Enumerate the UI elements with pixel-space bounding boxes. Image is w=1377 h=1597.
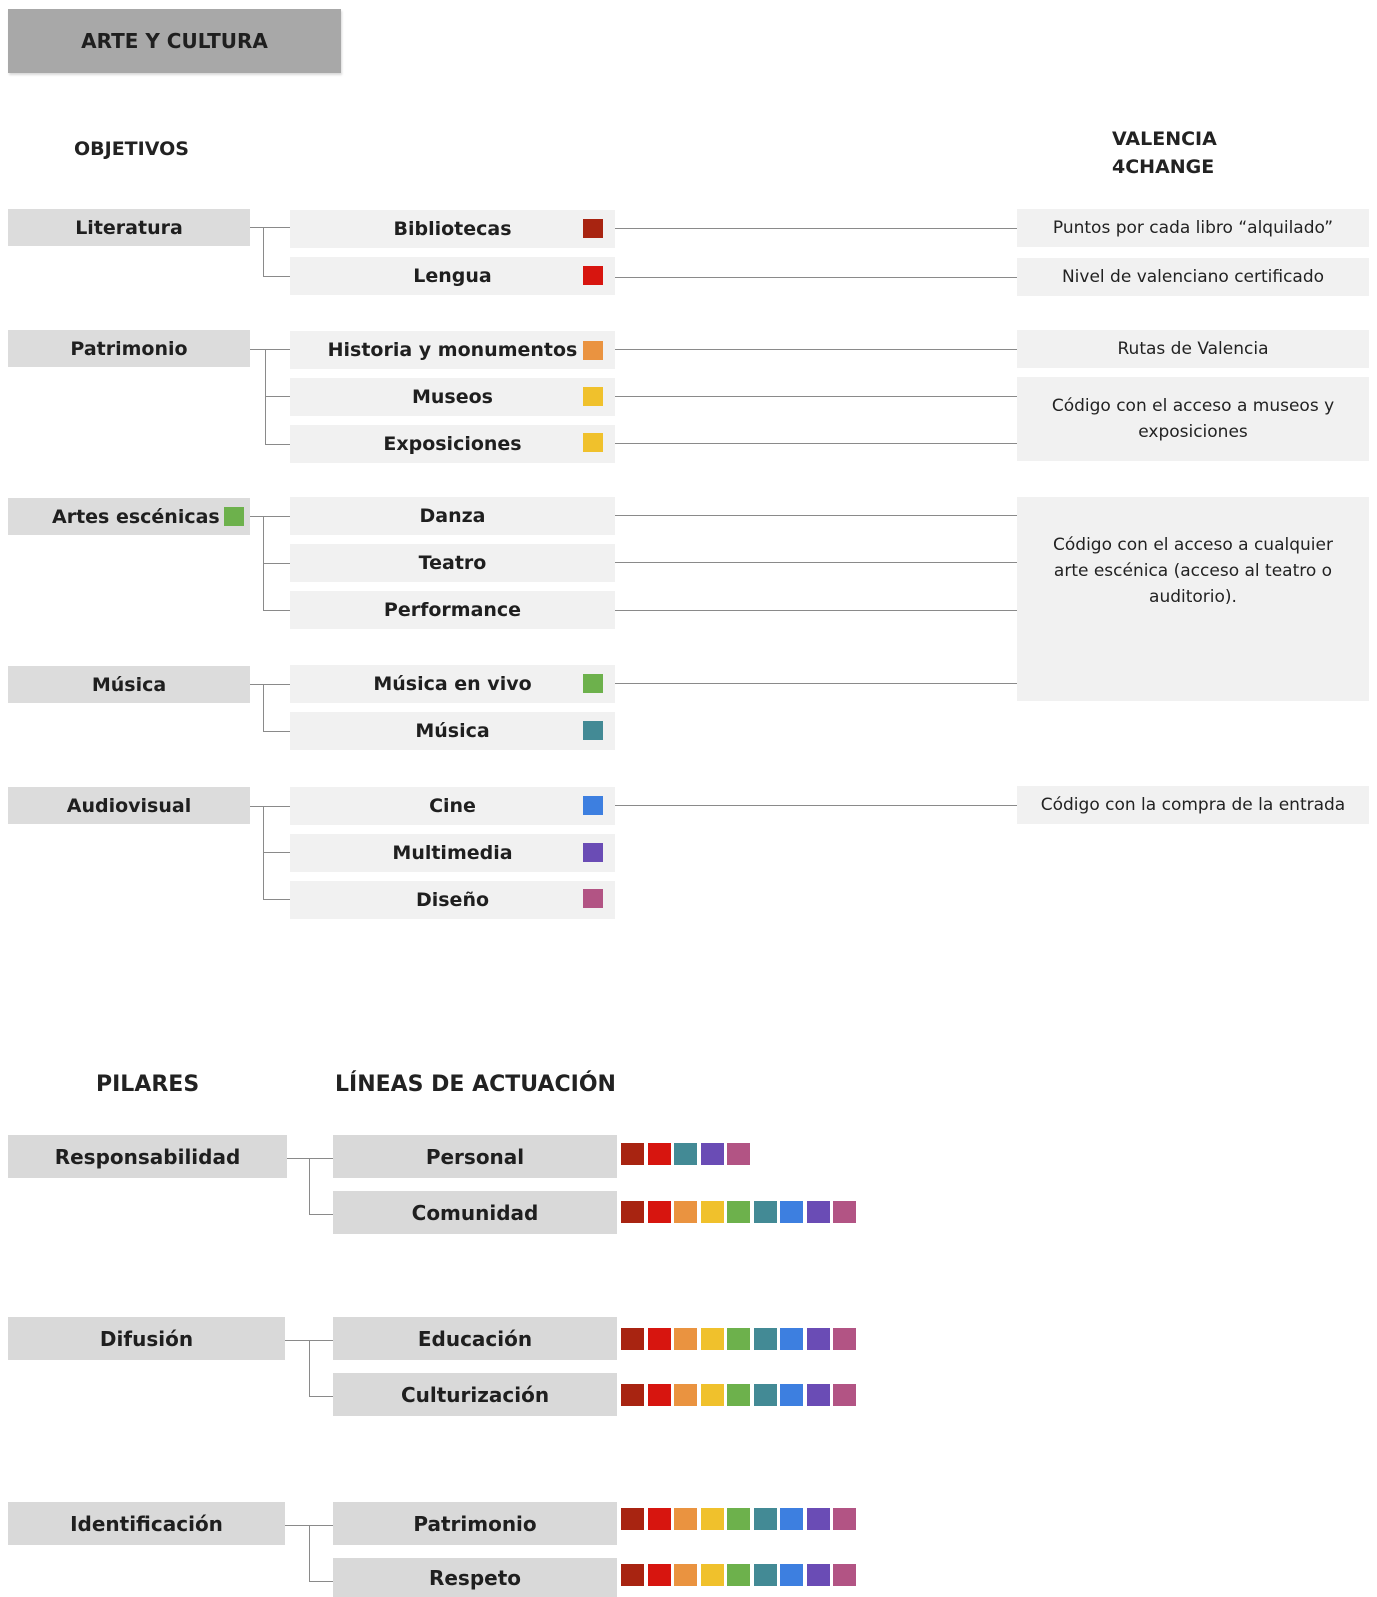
color-square (780, 1384, 803, 1406)
connector (250, 227, 290, 228)
color-square (833, 1201, 856, 1223)
color-square (674, 1384, 697, 1406)
objective-literatura: Literatura (8, 209, 250, 246)
connector (287, 1158, 333, 1159)
color-marker-artes-escenicas (224, 507, 244, 526)
connector (309, 1581, 333, 1582)
color-square (807, 1564, 830, 1586)
objective-patrimonio: Patrimonio (8, 330, 250, 367)
color-square (807, 1508, 830, 1530)
subitem-bibliotecas: Bibliotecas (290, 210, 615, 248)
color-square (621, 1564, 644, 1586)
color-square (780, 1328, 803, 1350)
line-culturizacion: Culturización (333, 1373, 617, 1416)
color-square (780, 1564, 803, 1586)
color-square (807, 1384, 830, 1406)
connector (615, 228, 1017, 229)
color-marker-musica (583, 721, 603, 740)
connector (309, 1396, 333, 1397)
color-square (727, 1384, 750, 1406)
color-square (701, 1328, 724, 1350)
valencia-heading-line1: VALENCIA (1112, 128, 1217, 150)
pillar-responsabilidad: Responsabilidad (8, 1135, 287, 1178)
lineas-heading: LÍNEAS DE ACTUACIÓN (335, 1072, 616, 1097)
connector (309, 1525, 310, 1581)
color-square (754, 1384, 777, 1406)
connector (615, 277, 1017, 278)
color-square (621, 1328, 644, 1350)
connector (250, 516, 290, 517)
subitem-danza: Danza (290, 497, 615, 535)
color-square (648, 1508, 671, 1530)
subitem-cine: Cine (290, 787, 615, 825)
connector (615, 805, 1017, 806)
color-square (833, 1384, 856, 1406)
connector (615, 443, 1017, 444)
color-square (807, 1201, 830, 1223)
reward-historia: Rutas de Valencia (1017, 330, 1369, 368)
objective-audiovisual: Audiovisual (8, 787, 250, 824)
color-square (754, 1201, 777, 1223)
connector (263, 731, 290, 732)
color-square (674, 1143, 697, 1165)
color-square (701, 1384, 724, 1406)
color-square (701, 1508, 724, 1530)
color-square (621, 1508, 644, 1530)
color-square (674, 1328, 697, 1350)
color-marker-multimedia (583, 843, 603, 862)
connector (265, 396, 290, 397)
reward-lengua: Nivel de valenciano certificado (1017, 258, 1369, 296)
subitem-museos: Museos (290, 378, 615, 416)
connector (615, 562, 1017, 563)
color-square (780, 1201, 803, 1223)
color-square (621, 1384, 644, 1406)
connector (615, 683, 1017, 684)
line-respeto: Respeto (333, 1558, 617, 1597)
connector (263, 563, 290, 564)
section-title: ARTE Y CULTURA (8, 9, 341, 73)
objective-artes-escenicas (8, 498, 250, 535)
reward-bibliotecas: Puntos por cada libro “alquilado” (1017, 209, 1369, 247)
connector (265, 444, 290, 445)
line-patrimonio: Patrimonio (333, 1502, 617, 1545)
color-square (833, 1328, 856, 1350)
color-square (780, 1508, 803, 1530)
color-square (727, 1508, 750, 1530)
connector (250, 684, 290, 685)
connector (250, 349, 290, 350)
color-square (621, 1201, 644, 1223)
subitem-exposiciones: Exposiciones (290, 425, 615, 463)
reward-artes-escenicas: Código con el acceso a cualquier arte escénica (acceso al teatro o auditorio). (1017, 497, 1369, 701)
valencia-4change-heading (1112, 125, 1217, 181)
color-marker-bibliotecas (583, 219, 603, 238)
color-square (674, 1508, 697, 1530)
connector (263, 610, 290, 611)
connector (263, 684, 264, 731)
connector (615, 349, 1017, 350)
connector (263, 852, 290, 853)
line-educacion: Educación (333, 1317, 617, 1360)
color-square (727, 1564, 750, 1586)
color-square (754, 1328, 777, 1350)
subitem-performance: Performance (290, 591, 615, 629)
color-square (648, 1328, 671, 1350)
color-square (807, 1328, 830, 1350)
color-square (727, 1143, 750, 1165)
connector (309, 1214, 333, 1215)
color-square (833, 1508, 856, 1530)
pillar-identificacion: Identificación (8, 1502, 285, 1545)
color-square (621, 1143, 644, 1165)
subitem-musica-en-vivo: Música en vivo (290, 665, 615, 703)
subitem-diseno: Diseño (290, 881, 615, 919)
color-square (648, 1201, 671, 1223)
objective-musica: Música (8, 666, 250, 703)
subitem-historia-y-monumentos: Historia y monumentos (290, 331, 615, 369)
color-marker-museos (583, 387, 603, 406)
connector (309, 1158, 310, 1214)
color-square (833, 1564, 856, 1586)
connector (250, 806, 290, 807)
pilares-heading: PILARES (96, 1072, 200, 1097)
connector (615, 610, 1017, 611)
color-square (754, 1564, 777, 1586)
color-square (674, 1564, 697, 1586)
color-marker-diseno (583, 889, 603, 908)
color-marker-historia (583, 341, 603, 360)
color-square (701, 1201, 724, 1223)
color-square (727, 1328, 750, 1350)
subitem-multimedia: Multimedia (290, 834, 615, 872)
objective-artes-escenicas-label: Artes escénicas (52, 505, 220, 528)
color-square (701, 1143, 724, 1165)
color-square (648, 1564, 671, 1586)
color-square (648, 1384, 671, 1406)
color-marker-cine (583, 796, 603, 815)
reward-cine: Código con la compra de la entrada (1017, 786, 1369, 824)
connector (615, 515, 1017, 516)
line-personal: Personal (333, 1135, 617, 1178)
valencia-heading-line2: 4CHANGE (1112, 156, 1215, 178)
color-square (754, 1508, 777, 1530)
objetivos-heading: OBJETIVOS (74, 138, 189, 160)
line-comunidad: Comunidad (333, 1191, 617, 1234)
color-square (701, 1564, 724, 1586)
color-marker-exposiciones (583, 433, 603, 452)
subitem-lengua: Lengua (290, 257, 615, 295)
color-square (674, 1201, 697, 1223)
subitem-teatro: Teatro (290, 544, 615, 582)
color-square (727, 1201, 750, 1223)
connector (265, 349, 266, 445)
subitem-musica: Música (290, 712, 615, 750)
connector (263, 899, 290, 900)
connector (309, 1340, 310, 1396)
color-marker-musica-en-vivo (583, 674, 603, 693)
color-marker-lengua (583, 266, 603, 285)
reward-museos-exposiciones: Código con el acceso a museos y exposiciones (1017, 377, 1369, 461)
connector (263, 276, 290, 277)
connector (263, 227, 264, 276)
connector (615, 396, 1017, 397)
color-square (648, 1143, 671, 1165)
pillar-difusion: Difusión (8, 1317, 285, 1360)
